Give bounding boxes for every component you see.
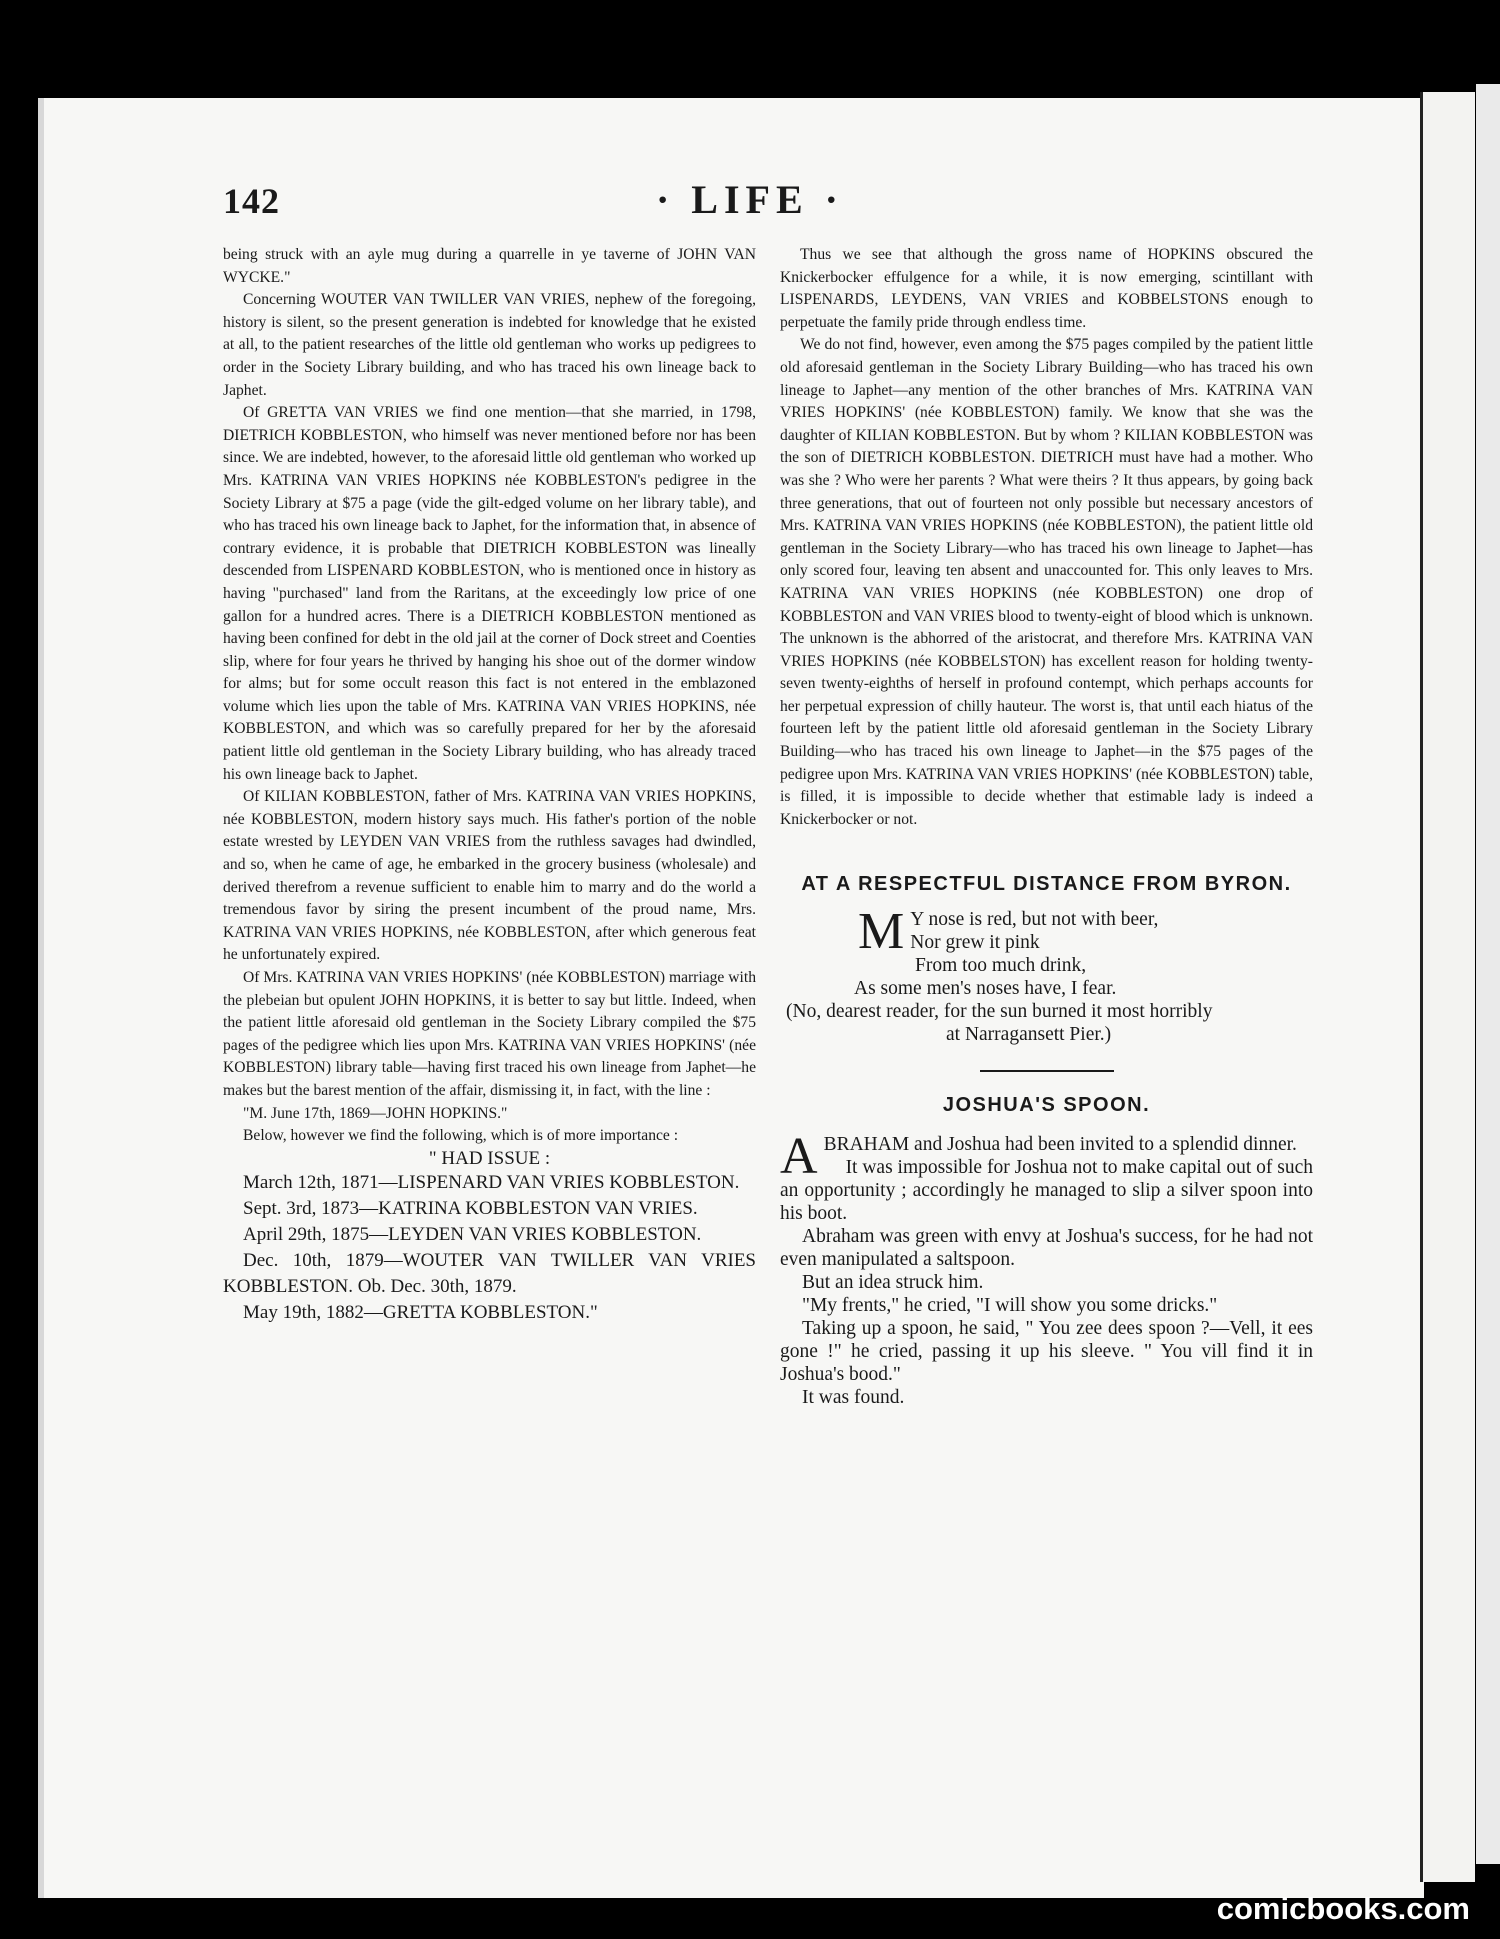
left-paragraph-5: Of Mrs. KATRINA VAN VRIES HOPKINS' (née KOBBLESTON) marriage with the plebeian but opulent JOHN HOPKINS, it is better to say but little. Indeed, when the patient little aforesaid old gentleman in the Society Library compiled the $75 pages of the pedigree which lies upon Mrs. KATRINA VAN VRIES HOPKINS' (née KOBBLESTON) library table—having first traced his own lineage from Japhet—he makes but the barest mention of the affair, dismissing it, in fact, with the line : xyxy=(223,969,756,1099)
story xyxy=(780,1128,1313,1409)
story-paragraph: But an idea struck him. xyxy=(802,1272,984,1294)
left-paragraph-1: being struck with an ayle mug during a quarrelle in ye taverne of JOHN VAN WYCKE." xyxy=(223,246,756,286)
story-paragraph: BRAHAM and Joshua had been invited to a splendid dinner. xyxy=(823,1134,1297,1156)
poem-line: Y nose is red, but not with beer, xyxy=(910,909,1159,931)
issue-entry: May 19th, 1882—GRETTA KOBBLESTON." xyxy=(243,1302,598,1324)
poem-line: From too much drink, xyxy=(915,955,1087,977)
right-paragraph-1: Thus we see that although the gross name of HOPKINS obscured the Knickerbocker effulgence for a while, it is now emerging, scintillant with LISPENARDS, LEYDENS, VAN VRIES and KOBBELSTONS enough to perpetuate the family pride through endless time. xyxy=(780,246,1313,331)
issue-entry: March 12th, 1871—LISPENARD VAN VRIES KOBBLESTON. xyxy=(243,1172,740,1194)
poem xyxy=(780,903,1313,1046)
story-drop-cap: A xyxy=(780,1128,818,1186)
poem-line: at Narragansett Pier.) xyxy=(946,1024,1112,1046)
story-paragraph: It was found. xyxy=(802,1387,905,1409)
story-paragraph: Taking up a spoon, he said, " You zee dees spoon ?—Vell, it ees gone !" he cried, passing it up his sleeve. " You vill find it in Joshua's bood." xyxy=(780,1318,1313,1386)
poem-line: Nor grew it pink xyxy=(910,932,1040,954)
facing-page-edge-outer xyxy=(1476,84,1500,1864)
watermark: comicbooks.com xyxy=(1216,1891,1470,1926)
issue-entry: Dec. 10th, 1879—WOUTER VAN TWILLER VAN VRIES KOBBLESTON. Ob. Dec. 30th, 1879. xyxy=(223,1250,756,1298)
left-paragraph-6: "M. June 17th, 1869—JOHN HOPKINS." xyxy=(243,1104,508,1122)
page-number: 142 xyxy=(223,181,280,221)
poem-line: As some men's noses have, I fear. xyxy=(854,978,1117,1000)
issue-entry: Sept. 3rd, 1873—KATRINA KOBBLESTON VAN VRIES. xyxy=(243,1198,698,1220)
story-paragraph: It was impossible for Joshua not to make capital out of such an opportunity ; accordingly he managed to slip a silver spoon into his boot. xyxy=(780,1157,1313,1225)
left-column xyxy=(223,244,756,1326)
right-paragraph-2: We do not find, however, even among the $75 pages compiled by the patient little old aforesaid gentleman in the Society Library Building—who has traced his own lineage to Japhet—any mention of the other branches of Mrs. KATRINA VAN VRIES HOPKINS' (née KOBBLESTON) family. We know that she was the daughter of KILIAN KOBBLESTON. But by whom ? KILIAN KOBBLESTON was the son of DIETRICH KOBBLESTON. DIETRICH must have had a mother. Who was she ? Who were her parents ? What were theirs ? It thus appears, by going back three generations, that out of fourteen not only possible but necessary ancestors of Mrs. KATRINA VAN VRIES HOPKINS (née KOBBLESTON), the patient little old gentleman in the Society Library—who has traced his own lineage to Japhet—has only scored four, leaving ten absent and unaccounted for. This only leaves to Mrs. KATRINA VAN VRIES HOPKINS (née KOBBLESTON) one drop of KOBBLESTON and VAN VRIES blood to twenty-eight of blood which is unknown. The unknown is the abhorred of the aristocrat, and therefore Mrs. KATRINA VAN VRIES HOPKINS (née KOBBELSTON) has excellent reason for holding twenty-seven twenty-eighths of herself in profound contempt, which perhaps accounts for her perpetual expression of chilly hauteur. The worst is, that until each hiatus of the fourteen left by the patient little old aforesaid gentleman in the Society Library Building—who has traced his own lineage to Japhet—in the $75 pages of the pedigree upon Mrs. KATRINA VAN VRIES HOPKINS' (née KOBBLESTON) table, is filled, it is impossible to decide whether that estimable lady is indeed a Knickerbocker or not. xyxy=(780,336,1313,828)
story-paragraph: "My frents," he cried, "I will show you some dricks." xyxy=(802,1295,1218,1317)
right-column xyxy=(780,244,1313,1409)
left-paragraph-7: Below, however we find the following, which is of more importance : xyxy=(243,1127,679,1145)
masthead-title: · LIFE · xyxy=(655,177,845,222)
story-title: JOSHUA'S SPOON. xyxy=(942,1094,1151,1117)
poem-title: AT A RESPECTFUL DISTANCE FROM BYRON. xyxy=(801,873,1292,896)
poem-drop-cap: M xyxy=(858,903,905,961)
story-paragraph: Abraham was green with envy at Joshua's success, for he had not even manipulated a saltspoon. xyxy=(780,1226,1313,1271)
left-paragraph-4: Of KILIAN KOBBLESTON, father of Mrs. KATRINA VAN VRIES HOPKINS, née KOBBLESTON, modern history says much. His father's portion of the noble estate wrested by LEYDEN VAN VRIES from the ruthless savages had dwindled, and so, when he came of age, he embarked in the grocery business (wholesale) and derived therefrom a revenue sufficient to enable him to marry and do the world a tremendous favor by siring the present incumbent of the proud name, Mrs. KATRINA VAN VRIES HOPKINS, née KOBBLESTON, after which generous feat he unfortunately expired. xyxy=(223,788,756,964)
left-paragraph-3: Of GRETTA VAN VRIES we find one mention—that she married, in 1798, DIETRICH KOBBLESTON, who himself was never mentioned before nor has been since. We are indebted, however, to the aforesaid little old gentleman who worked up Mrs. KATRINA VAN VRIES HOPKINS née KOBBLESTON's pedigree in the Society Library at $75 a page (vide the gilt-edged volume on her library table), and who has traced his own lineage back to Japhet, for the information that, in absence of contrary evidence, it is probable that DIETRICH KOBBLESTON was lineally descended from LISPENARD KOBBLESTON, who is mentioned once in history as having "purchased" land from the Raritans, at the exceedingly low price of one gallon for a hundred acres. There is a DIETRICH KOBBLESTON mentioned as having been confined for debt in the old jail at the corner of Dock street and Coenties slip, where for four years he thrived by hanging his shoe out of the dormer window for alms; but for some occult reason this fact is not entered in the emblazoned volume which lies upon the table of Mrs. KATRINA VAN VRIES HOPKINS, née KOBBLESTON, and which was so carefully prepared for her by the aforesaid patient little old gentleman in the Society Library building, who has already traced his own lineage back to Japhet. xyxy=(223,404,756,783)
poem-line: (No, dearest reader, for the sun burned it most horribly xyxy=(786,1001,1213,1023)
left-paragraph-2: Concerning WOUTER VAN TWILLER VAN VRIES, nephew of the foregoing, history is silent, so the present generation is indebted for knowledge that he existed at all, to the patient researches of the little old gentleman who works up pedigrees to order in the Society Library building, and who has traced his own lineage back to Japhet. xyxy=(223,291,756,399)
issue-entry: April 29th, 1875—LEYDEN VAN VRIES KOBBLESTON. xyxy=(243,1224,702,1246)
facing-page-edge xyxy=(1420,92,1475,1882)
had-issue-heading: " HAD ISSUE : xyxy=(428,1147,551,1169)
